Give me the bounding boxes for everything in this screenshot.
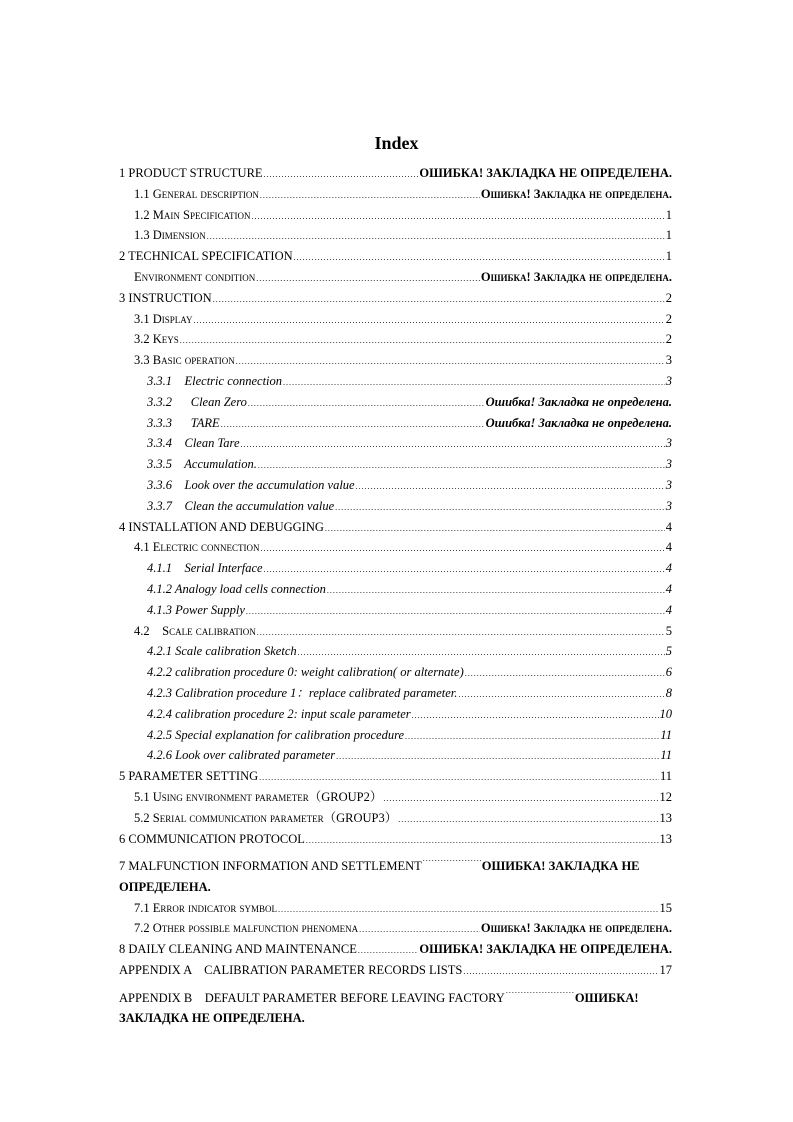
toc-leader (207, 227, 665, 248)
page-title: Index (374, 133, 419, 153)
toc-entry-text: 4.1.3 Power Supply (147, 602, 245, 617)
toc-entry[interactable] (119, 413, 672, 434)
toc-entry-text: Environment condition (134, 269, 256, 284)
toc-leader (412, 706, 659, 727)
toc-entry-page: 4 (665, 602, 672, 617)
toc-leader (383, 789, 658, 810)
toc-leader (260, 186, 480, 207)
toc-entry-text: 3.2 Keys (134, 332, 179, 347)
toc-entry[interactable] (119, 371, 672, 392)
toc-leader (405, 727, 659, 748)
toc-leader (246, 602, 665, 623)
toc-entry-text: 3.3.5 Accumulation. (147, 457, 257, 472)
toc-entry-text: 2 TECHNICAL SPECIFICATION (119, 249, 293, 264)
toc-entry[interactable] (119, 496, 672, 517)
toc-entry-text: 5.2 Serial communication parameter（GROUP3） (134, 810, 398, 825)
toc-leader (327, 581, 665, 602)
toc-entry-page: 2 (665, 332, 672, 347)
toc-entry[interactable] (119, 579, 672, 600)
toc-entry[interactable] (119, 517, 672, 538)
toc-entry-page: 8 (665, 685, 672, 700)
toc-entry[interactable] (119, 600, 672, 621)
toc-entry-page: 4 (665, 519, 672, 534)
toc-entry[interactable] (119, 787, 672, 808)
toc-leader (463, 962, 658, 983)
toc-entry-text: 7.1 Error indicator symbol (134, 900, 277, 915)
toc-entry-text: 1.3 Dimension (134, 228, 206, 243)
toc-entry-text: 3.3.6 Look over the accumulation value (147, 477, 355, 492)
toc-entry[interactable] (119, 392, 672, 413)
toc-entry-page: ОШИБКА! ЗАКЛАДКА НЕ ОПРЕДЕЛЕНА. (419, 942, 672, 957)
toc-leader (359, 920, 480, 941)
toc-entry-page: 2 (665, 311, 672, 326)
toc-entry[interactable] (119, 163, 672, 184)
toc-entry[interactable] (119, 683, 672, 704)
toc-leader (325, 519, 665, 540)
toc-leader (259, 768, 659, 789)
toc-entry-text: 3.3.2 Clean Zero (147, 394, 247, 409)
toc-leader (306, 831, 659, 852)
toc-leader (458, 685, 664, 706)
toc-entry-text: 4.2.2 calibration procedure 0: weight calibration( or alternate) (147, 665, 464, 680)
toc-leader (258, 456, 665, 477)
toc-entry-text: 1.1 General description (134, 186, 259, 201)
toc-leader (335, 498, 665, 519)
toc-entry-page: 5 (665, 644, 672, 659)
toc-entry-text: 4.2 Scale calibration (134, 623, 256, 638)
toc-entry-text: 4 INSTALLATION AND DEBUGGING (119, 519, 324, 534)
toc-entry-text: 1 PRODUCT STRUCTURE (119, 166, 263, 180)
toc-entry-text: 3.3 Basic operation (134, 353, 235, 368)
toc-entry[interactable] (119, 939, 672, 960)
toc-entry-page: ОШИБКА! ЗАКЛАДКА НЕ ОПРЕДЕЛЕНА. (419, 166, 672, 180)
toc-entry-text: 6 COMMUNICATION PROTOCOL (119, 831, 305, 846)
toc-entry-page: 1 (665, 249, 672, 264)
toc-leader (356, 477, 665, 498)
toc-entry-text: 3.1 Display (134, 311, 193, 326)
toc-entry-page: 3 (665, 457, 672, 472)
toc-entry-text: 7.2 Other possible malfunction phenomena (134, 921, 359, 936)
toc-leader (236, 352, 665, 373)
toc-entry[interactable] (119, 309, 672, 330)
toc-entry-page: 10 (659, 706, 672, 721)
table-of-contents (119, 163, 672, 1029)
toc-leader (423, 849, 481, 870)
toc-entry-text: APPENDIX A CALIBRATION PARAMETER RECORDS LISTS (119, 963, 463, 978)
toc-entry-page: 13 (659, 810, 672, 825)
toc-entry[interactable] (119, 662, 672, 683)
toc-entry-text: 4.2.4 calibration procedure 2: input scale parameter (147, 706, 411, 721)
toc-entry-text: 4.1.2 Analogy load cells connection (147, 581, 326, 596)
toc-entry[interactable] (119, 898, 672, 919)
toc-entry[interactable] (119, 558, 672, 579)
toc-leader (298, 643, 665, 664)
toc-entry[interactable] (119, 537, 672, 558)
toc-entry[interactable] (119, 641, 672, 662)
toc-entry-text: 3.3.4 Clean Tare (147, 436, 240, 451)
toc-entry-page: 3 (665, 353, 672, 368)
toc-entry-page: 11 (660, 727, 672, 742)
toc-entry[interactable] (119, 829, 672, 850)
toc-entry-text: 5 PARAMETER SETTING (119, 769, 259, 784)
toc-entry-text: 3.3.7 Clean the accumulation value (147, 498, 335, 513)
toc-leader (278, 900, 659, 921)
toc-entry-page: Ошибка! Закладка не определена. (485, 415, 672, 430)
toc-entry-text: 4.1.1 Serial Interface (147, 561, 263, 576)
toc-entry-text: 3.3.3 TARE (147, 415, 220, 430)
toc-entry-page: 17 (659, 963, 672, 978)
toc-entry-page: 3 (665, 477, 672, 492)
toc-entry[interactable] (119, 745, 672, 766)
toc-leader (294, 248, 665, 269)
toc-leader (180, 331, 665, 352)
toc-entry[interactable] (119, 981, 672, 1029)
toc-entry-text: 4.1 Electric connection (134, 540, 260, 555)
toc-leader (251, 207, 664, 228)
toc-entry-text: 1.2 Main Specification (134, 207, 251, 222)
toc-entry[interactable] (119, 960, 672, 981)
toc-entry[interactable] (119, 205, 672, 226)
toc-leader (398, 810, 658, 831)
toc-entry[interactable] (119, 225, 672, 246)
toc-entry[interactable] (119, 621, 672, 642)
toc-entry-page: 4 (665, 540, 672, 555)
toc-entry-text: 5.1 Using environment parameter（GROUP2） (134, 789, 383, 804)
toc-entry-page: Ошибка! Закладка не определена. (480, 186, 672, 201)
toc-leader (256, 269, 480, 290)
toc-leader (506, 981, 574, 1002)
toc-entry-text: 7 MALFUNCTION INFORMATION AND SETTLEMENT (119, 859, 422, 874)
toc-leader (257, 623, 665, 644)
toc-entry[interactable] (119, 288, 672, 309)
toc-entry[interactable] (119, 267, 672, 288)
toc-leader (264, 560, 665, 581)
toc-entry-page: ОШИБКА! ЗАКЛАДКА НЕ ОПРЕДЕЛЕНА. (119, 990, 639, 1026)
toc-entry[interactable] (119, 725, 672, 746)
toc-leader (283, 373, 665, 394)
toc-leader (193, 311, 664, 332)
toc-entry-page: 4 (665, 561, 672, 576)
toc-entry-page: 11 (660, 748, 672, 763)
toc-entry-page: Ошибка! Закладка не определена. (485, 394, 672, 409)
toc-leader (241, 435, 665, 456)
toc-entry-page: 13 (659, 831, 672, 846)
toc-entry[interactable] (119, 329, 672, 350)
toc-leader (465, 664, 665, 685)
toc-entry-page: 15 (659, 900, 672, 915)
toc-entry-page: 11 (659, 769, 672, 784)
toc-entry-text: 3 INSTRUCTION (119, 290, 212, 305)
toc-leader (221, 415, 485, 436)
toc-entry-text: 3.3.1 Electric connection (147, 373, 283, 388)
toc-leader (358, 941, 419, 962)
toc-leader (261, 539, 665, 560)
toc-entry-page: 4 (665, 581, 672, 596)
toc-entry-page: 3 (665, 498, 672, 513)
toc-entry[interactable] (119, 350, 672, 371)
toc-entry-page: Ошибка! Закладка не определена. (480, 921, 672, 936)
toc-entry-text: 4.2.3 Calibration procedure 1：replace calibrated parameter. (147, 685, 458, 700)
toc-entry-page: 3 (665, 436, 672, 451)
toc-entry[interactable] (119, 849, 672, 897)
toc-entry-text: 4.2.1 Scale calibration Sketch (147, 644, 297, 659)
toc-entry-page: 1 (665, 207, 672, 222)
toc-entry[interactable] (119, 184, 672, 205)
toc-leader (248, 394, 485, 415)
toc-entry-text: 4.2.6 Look over calibrated parameter (147, 748, 336, 763)
toc-entry-text: 4.2.5 Special explanation for calibration procedure (147, 727, 405, 742)
toc-entry-page: 2 (665, 290, 672, 305)
toc-leader (213, 290, 665, 311)
toc-entry[interactable] (119, 704, 672, 725)
toc-entry[interactable] (119, 766, 672, 787)
toc-entry-page: 6 (665, 665, 672, 680)
toc-entry-page: 5 (665, 623, 672, 638)
toc-entry[interactable] (119, 918, 672, 939)
toc-entry-page: 3 (665, 373, 672, 388)
toc-leader (264, 165, 419, 186)
toc-entry[interactable] (119, 454, 672, 475)
toc-entry-page: 12 (659, 789, 672, 804)
toc-entry-text: 8 DAILY CLEANING AND MAINTENANCE (119, 942, 357, 957)
toc-entry[interactable] (119, 433, 672, 454)
toc-entry-text: APPENDIX B DEFAULT PARAMETER BEFORE LEAVING FACTORY (119, 990, 505, 1005)
toc-entry-page: 1 (665, 228, 672, 243)
toc-entry-page: ОШИБКА! ЗАКЛАДКА НЕ ОПРЕДЕЛЕНА. (119, 859, 640, 894)
toc-entry[interactable] (119, 246, 672, 267)
toc-entry-page: Ошибка! Закладка не определена. (480, 269, 672, 284)
toc-entry[interactable] (119, 475, 672, 496)
toc-leader (336, 747, 659, 768)
toc-entry[interactable] (119, 808, 672, 829)
